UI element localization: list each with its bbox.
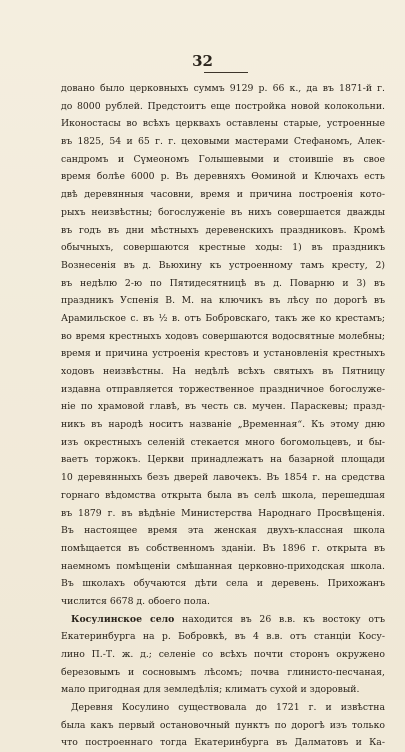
text-line: во время крестныхъ ходовъ совершаются водосвятные молебны;: [61, 330, 385, 342]
text-line: двѣ деревянныя часовни, время и причина построенія кото-: [61, 189, 385, 201]
text-line: въ 1825, 54 и 65 г. г. цеховыми мастерами Стефаномъ, Алек-: [61, 136, 385, 148]
text-line: горнаго вѣдомства открыта была въ селѣ школа, перешедшая: [61, 489, 385, 501]
text-line: была какъ первый остановочный пунктъ по дорогѣ изъ только: [61, 719, 385, 731]
text-line: Арамильское с. въ ½ в. отъ Бобровскаго, такъ же ко крестамъ;: [61, 312, 385, 324]
text-line: издавна отправляется торжественное праздничное богослуже-: [61, 383, 385, 395]
text-line: Въ школахъ обучаются дѣти села и деревень. Прихожанъ: [61, 578, 385, 590]
place-name: Косулинское село: [71, 613, 175, 625]
line-text: находится въ 26 в.в. къ востоку отъ: [174, 613, 385, 625]
text-line: мало пригодная для земледѣлія; климатъ сухой и здоровый.: [61, 684, 360, 696]
text-line: Екатеринбурга на р. Бобровкѣ, въ 4 в.в. отъ станціи Косу-: [61, 631, 385, 643]
text-line: довано было церковныхъ суммъ 9129 р. 66 к., да въ 1871-й г.: [61, 83, 385, 94]
text-line: березовымъ и сосновымъ лѣсомъ; почва глинисто-песчаная,: [61, 666, 385, 678]
text-line: въ годъ въ дни мѣстныхъ деревенскихъ праздниковъ. Кромѣ: [61, 224, 385, 236]
text-line: сандромъ и Сүмеономъ Голышевыми и стоившіе въ свое: [61, 153, 385, 165]
header-rule: [204, 72, 248, 73]
text-line: ходовъ неизвѣстны. На недѣлѣ всѣхъ святыхъ въ Пятницу: [61, 366, 385, 377]
text-line: числится 6678 д. обоего пола.: [61, 595, 210, 607]
text-line: никъ въ народѣ носитъ названіе „Временная“. Къ этому дню: [61, 419, 385, 431]
text-line: что построеннаго тогда Екатеринбурга въ Далматовъ и Ка-: [61, 737, 385, 749]
page-body: [61, 80, 385, 752]
text-line: ваетъ торжокъ. Церкви принадлежатъ на базарной площади: [61, 454, 385, 466]
text-line: праздникъ Успенія В. М. на ключикъ въ лѣсу по дорогѣ въ: [61, 295, 385, 307]
text-line: Иконостасы во всѣхъ церквахъ оставлены старые, устроенные: [61, 118, 385, 130]
text-line: 10 деревянныхъ безъ дверей лавочекъ. Въ 1854 г. на средства: [61, 472, 385, 484]
text-line: ніе по храмовой главѣ, въ честь св. мучен. Параскевы; празд-: [61, 401, 385, 413]
text-line: въ недѣлю 2-ю по Пятидесятницѣ въ д. Поварню и 3) въ: [61, 277, 385, 289]
text-line: помѣщается въ собственномъ зданіи. Въ 1896 г. открыта въ: [61, 542, 385, 554]
text-line: Вознесенія въ д. Вьюхину къ устроенному тамъ кресту, 2): [61, 259, 385, 271]
text-line: [61, 611, 385, 629]
text-line: обычныхъ, совершаются крестные ходы: 1) въ праздникъ: [61, 242, 385, 254]
text-line: время болѣе 6000 р. Въ деревняхъ Ѳоминой и Ключахъ есть: [61, 171, 385, 183]
text-line: лино П.-Т. ж. д.; селеніе со всѣхъ почти сторонъ окружено: [61, 649, 385, 660]
text-line: въ 1879 г. въ вѣдѣніе Министерства Народнаго Просвѣщенія.: [61, 507, 385, 519]
text-line: наемномъ помѣщеніи смѣшанная церковно-приходская школа.: [61, 560, 385, 572]
page-number: 32: [192, 52, 213, 70]
text-line: рыхъ неизвѣстны; богослуженіе въ нихъ совершается дважды: [61, 206, 385, 218]
text-line: Въ настоящее время эта женская двухъ-классная школа: [61, 525, 385, 537]
text-line: до 8000 рублей. Предстоитъ еще постройка новой колокольни.: [61, 100, 385, 112]
text-line: изъ окрестныхъ селеній стекается много богомольцевъ, и бы-: [61, 436, 385, 448]
text-line: Деревня Косулино существовала до 1721 г. и извѣстна: [71, 702, 385, 714]
text-line: время и причина устроенія крестовъ и установленія крестныхъ: [61, 348, 385, 360]
